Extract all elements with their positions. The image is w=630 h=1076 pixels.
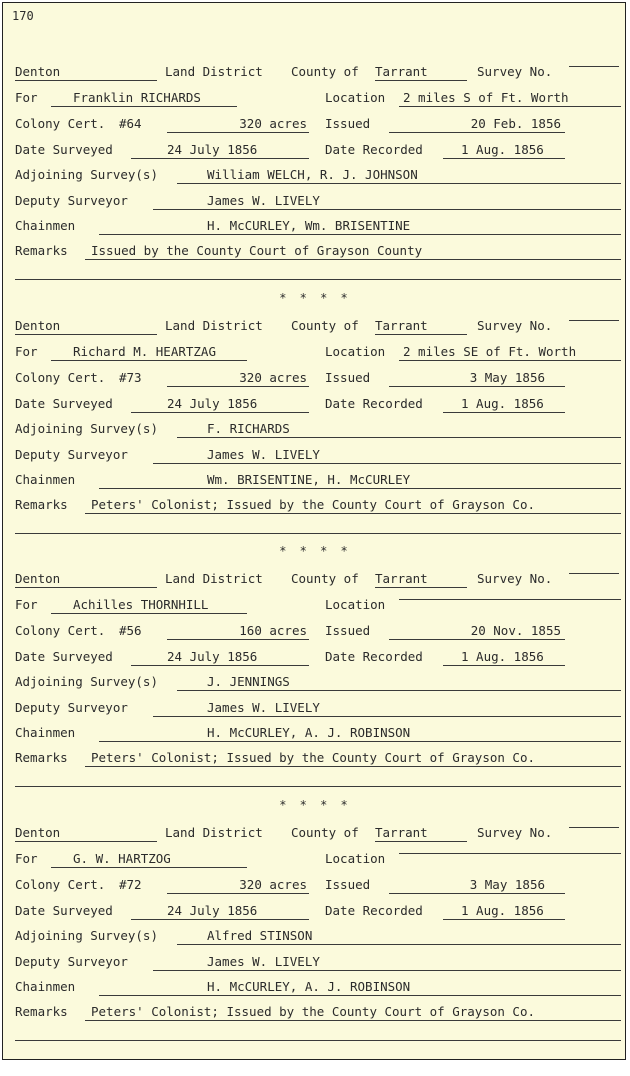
adjoining-value: F. RICHARDS <box>177 422 621 438</box>
cert-number: #72 <box>119 877 142 892</box>
adjoining-value: J. JENNINGS <box>177 675 621 691</box>
remarks-label: Remarks <box>15 497 68 512</box>
record-separator: * * * * <box>279 544 351 558</box>
land-district-label: Land District <box>165 571 263 586</box>
date-recorded-value: 1 Aug. 1856 <box>443 650 565 666</box>
divider-line <box>15 533 621 534</box>
county-value: Tarrant <box>375 319 467 335</box>
chainmen-label: Chainmen <box>15 725 76 740</box>
adjoining-value: Alfred STINSON <box>177 929 621 945</box>
acres-value: 160 acres <box>167 624 309 640</box>
chainmen-value: H. McCURLEY, A. J. ROBINSON <box>99 980 621 996</box>
date-surveyed-label: Date Surveyed <box>15 396 113 411</box>
date-recorded-label: Date Recorded <box>325 903 423 918</box>
grantee-value: Richard M. HEARTZAG <box>51 345 247 361</box>
county-label: County of <box>291 318 359 333</box>
date-surveyed-value: 24 July 1856 <box>131 397 309 413</box>
survey-no-value <box>569 319 619 321</box>
survey-no-label: Survey No. <box>477 825 553 840</box>
deputy-value: James W. LIVELY <box>153 955 621 971</box>
county-label: County of <box>291 825 359 840</box>
divider-line <box>15 279 621 280</box>
date-recorded-value: 1 Aug. 1856 <box>443 397 565 413</box>
record-separator: * * * * <box>279 291 351 305</box>
land-district-value: Denton <box>15 65 157 81</box>
issued-value: 20 Feb. 1856 <box>389 117 565 133</box>
issued-label: Issued <box>325 623 371 638</box>
chainmen-label: Chainmen <box>15 472 76 487</box>
county-value: Tarrant <box>375 65 467 81</box>
issued-label: Issued <box>325 877 371 892</box>
date-surveyed-label: Date Surveyed <box>15 142 113 157</box>
remarks-value: Peters' Colonist; Issued by the County Court of Grayson Co. <box>85 498 621 514</box>
cert-number: #64 <box>119 116 142 131</box>
document-page <box>2 2 626 1060</box>
survey-no-value <box>569 826 619 828</box>
date-recorded-label: Date Recorded <box>325 649 423 664</box>
survey-record <box>3 568 627 822</box>
for-label: For <box>15 851 38 866</box>
adjoining-value: William WELCH, R. J. JOHNSON <box>177 168 621 184</box>
date-recorded-label: Date Recorded <box>325 142 423 157</box>
chainmen-value: H. McCURLEY, A. J. ROBINSON <box>99 726 621 742</box>
remarks-label: Remarks <box>15 1004 68 1019</box>
land-district-label: Land District <box>165 318 263 333</box>
cert-number: #73 <box>119 370 142 385</box>
location-label: Location <box>325 851 386 866</box>
survey-record <box>3 61 627 315</box>
issued-label: Issued <box>325 370 371 385</box>
date-surveyed-value: 24 July 1856 <box>131 904 309 920</box>
colony-cert-label: Colony Cert. <box>15 370 106 385</box>
divider-line <box>15 786 621 787</box>
colony-cert-label: Colony Cert. <box>15 116 106 131</box>
page-number: 170 <box>12 9 34 23</box>
issued-value: 3 May 1856 <box>389 371 565 387</box>
grantee-value: G. W. HARTZOG <box>51 852 247 868</box>
issued-label: Issued <box>325 116 371 131</box>
county-label: County of <box>291 571 359 586</box>
deputy-label: Deputy Surveyor <box>15 700 128 715</box>
adjoining-label: Adjoining Survey(s) <box>15 421 158 436</box>
remarks-value: Peters' Colonist; Issued by the County Court of Grayson Co. <box>85 751 621 767</box>
survey-no-value <box>569 65 619 67</box>
deputy-label: Deputy Surveyor <box>15 954 128 969</box>
survey-no-label: Survey No. <box>477 571 553 586</box>
survey-no-label: Survey No. <box>477 64 553 79</box>
cert-number: #56 <box>119 623 142 638</box>
survey-no-value <box>569 572 619 574</box>
date-surveyed-value: 24 July 1856 <box>131 143 309 159</box>
land-district-label: Land District <box>165 825 263 840</box>
acres-value: 320 acres <box>167 371 309 387</box>
colony-cert-label: Colony Cert. <box>15 877 106 892</box>
grantee-value: Franklin RICHARDS <box>51 91 237 107</box>
date-recorded-value: 1 Aug. 1856 <box>443 904 565 920</box>
date-recorded-label: Date Recorded <box>325 396 423 411</box>
land-district-value: Denton <box>15 319 157 335</box>
survey-record <box>3 315 627 569</box>
chainmen-value: Wm. BRISENTINE, H. McCURLEY <box>99 473 621 489</box>
remarks-label: Remarks <box>15 243 68 258</box>
deputy-value: James W. LIVELY <box>153 701 621 717</box>
deputy-label: Deputy Surveyor <box>15 193 128 208</box>
location-label: Location <box>325 90 386 105</box>
location-value: 2 miles S of Ft. Worth <box>399 91 621 107</box>
for-label: For <box>15 597 38 612</box>
adjoining-label: Adjoining Survey(s) <box>15 167 158 182</box>
location-value: 2 miles SE of Ft. Worth <box>399 345 621 361</box>
record-separator: * * * * <box>279 798 351 812</box>
location-value <box>399 852 621 854</box>
grantee-value: Achilles THORNHILL <box>51 598 247 614</box>
adjoining-label: Adjoining Survey(s) <box>15 674 158 689</box>
land-district-label: Land District <box>165 64 263 79</box>
date-recorded-value: 1 Aug. 1856 <box>443 143 565 159</box>
date-surveyed-value: 24 July 1856 <box>131 650 309 666</box>
date-surveyed-label: Date Surveyed <box>15 649 113 664</box>
county-value: Tarrant <box>375 572 467 588</box>
adjoining-label: Adjoining Survey(s) <box>15 928 158 943</box>
for-label: For <box>15 344 38 359</box>
chainmen-label: Chainmen <box>15 218 76 233</box>
location-label: Location <box>325 344 386 359</box>
remarks-label: Remarks <box>15 750 68 765</box>
divider-line <box>15 1040 621 1041</box>
survey-record <box>3 822 627 1076</box>
acres-value: 320 acres <box>167 117 309 133</box>
remarks-value: Peters' Colonist; Issued by the County Court of Grayson Co. <box>85 1005 621 1021</box>
remarks-value: Issued by the County Court of Grayson County <box>85 244 621 260</box>
location-label: Location <box>325 597 386 612</box>
colony-cert-label: Colony Cert. <box>15 623 106 638</box>
land-district-value: Denton <box>15 826 157 842</box>
location-value <box>399 598 621 600</box>
deputy-value: James W. LIVELY <box>153 194 621 210</box>
deputy-label: Deputy Surveyor <box>15 447 128 462</box>
land-district-value: Denton <box>15 572 157 588</box>
chainmen-value: H. McCURLEY, Wm. BRISENTINE <box>99 219 621 235</box>
deputy-value: James W. LIVELY <box>153 448 621 464</box>
for-label: For <box>15 90 38 105</box>
acres-value: 320 acres <box>167 878 309 894</box>
chainmen-label: Chainmen <box>15 979 76 994</box>
date-surveyed-label: Date Surveyed <box>15 903 113 918</box>
survey-no-label: Survey No. <box>477 318 553 333</box>
issued-value: 20 Nov. 1855 <box>389 624 565 640</box>
issued-value: 3 May 1856 <box>389 878 565 894</box>
county-label: County of <box>291 64 359 79</box>
county-value: Tarrant <box>375 826 467 842</box>
